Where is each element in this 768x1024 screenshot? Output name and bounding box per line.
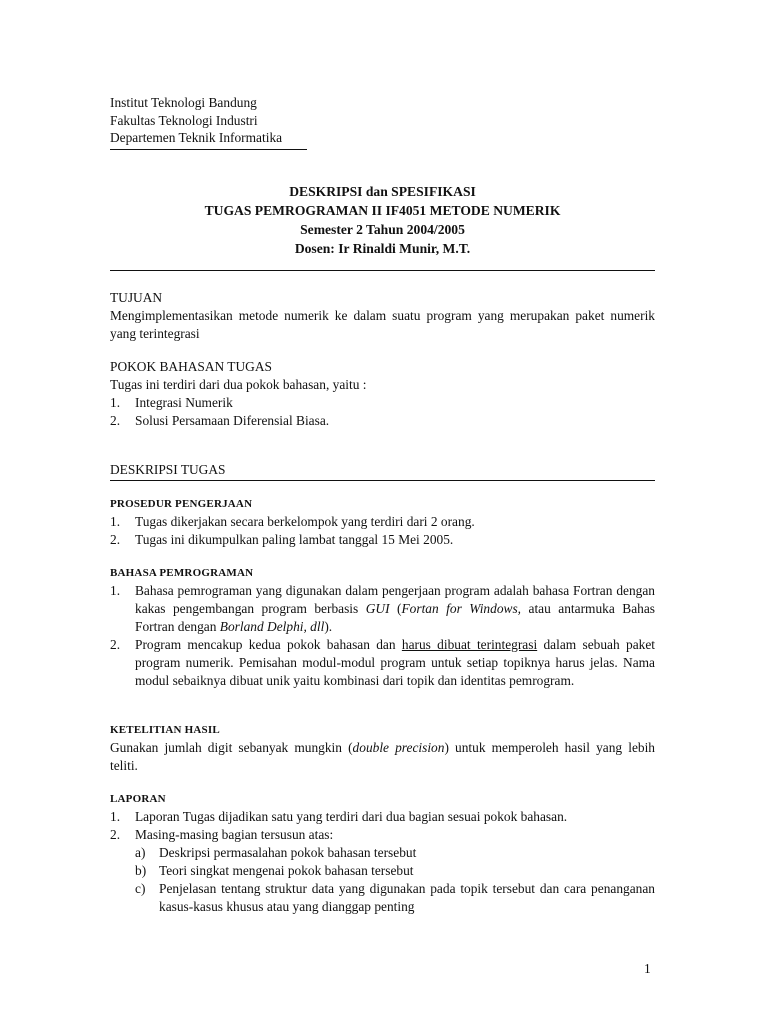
- pokok-intro: Tugas ini terdiri dari dua pokok bahasan, yaitu :: [110, 377, 367, 392]
- section-bahasa: [110, 564, 655, 690]
- tujuan-heading: TUJUAN: [110, 290, 163, 305]
- bahasa-heading: BAHASA PEMROGRAMAN: [110, 567, 254, 579]
- section-prosedur: [110, 495, 655, 549]
- title-divider: [110, 270, 655, 271]
- institution-underline: [110, 149, 307, 150]
- title-line-3: Semester 2 Tahun 2004/2005: [300, 222, 465, 237]
- ketelitian-text: Gunakan jumlah digit sebanyak mungkin (double precision) untuk memperoleh hasil yang lebih teliti.: [110, 740, 655, 773]
- list-item: 1. Bahasa pemrograman yang digunakan dalam pengerjaan program adalah bahasa Fortran dengan kakas pengembangan program berbasis GUI (Fortan for Windows, atau antarmuka Bahas Fortran dengan Borland Delphi, dll).: [110, 583, 656, 634]
- section-tujuan: [110, 289, 655, 343]
- list-item: 1. Tugas dikerjakan secara berkelompok yang terdiri dari 2 orang.: [110, 514, 475, 529]
- sub-list-item: a) Deskripsi permasalahan pokok bahasan tersebut: [135, 845, 417, 860]
- prosedur-heading: PROSEDUR PENGERJAAN: [110, 498, 253, 510]
- institution-header: [110, 94, 282, 147]
- section-laporan: [110, 790, 655, 916]
- deskripsi-heading: DESKRIPSI TUGAS: [110, 462, 226, 477]
- list-item: 2. Program mencakup kedua pokok bahasan dan harus dibuat terintegrasi dalam sebuah paket program numerik. Pemisahan modul-modul program untuk setiap topiknya harus jelas. Nama modul sebaiknya dibuat unik yaitu kombinasi dari topik dan identitas pemrogram.: [110, 637, 655, 688]
- list-item: 2. Solusi Persamaan Diferensial Biasa.: [110, 413, 330, 428]
- list-item: 1. Laporan Tugas dijadikan satu yang terdiri dari dua bagian sesuai pokok bahasan.: [110, 809, 568, 824]
- list-item: 1. Integrasi Numerik: [110, 395, 233, 410]
- tujuan-text: Mengimplementasikan metode numerik ke dalam suatu program yang merupakan paket numerik yang terintegrasi: [110, 308, 655, 341]
- list-item: 2. Masing-masing bagian tersusun atas:: [110, 827, 334, 842]
- laporan-heading: LAPORAN: [110, 793, 166, 805]
- sub-list-item: b) Teori singkat mengenai pokok bahasan tersebut: [135, 863, 414, 878]
- list-item: 2. Tugas ini dikumpulkan paling lambat tanggal 15 Mei 2005.: [110, 532, 454, 547]
- title-line-4: Dosen: Ir Rinaldi Munir, M.T.: [294, 241, 471, 256]
- ketelitian-heading: KETELITIAN HASIL: [110, 724, 220, 736]
- title-line-2: TUGAS PEMROGRAMAN II IF4051 METODE NUMERIK: [204, 203, 561, 218]
- section-deskripsi: [110, 461, 655, 479]
- section-pokok-bahasan: [110, 358, 655, 430]
- department-name: Departemen Teknik Informatika: [110, 130, 283, 145]
- title-line-1: DESKRIPSI dan SPESIFIKASI: [289, 184, 476, 199]
- deskripsi-divider: [110, 480, 655, 481]
- faculty-name: Fakultas Teknologi Industri: [110, 112, 258, 128]
- sub-list-item: c) Penjelasan tentang struktur data yang digunakan pada topik tersebut dan cara penanganan kasus-kasus khusus atau yang dianggap penting: [135, 881, 655, 914]
- section-ketelitian: [110, 721, 655, 775]
- institution-name: Institut Teknologi Bandung: [110, 95, 257, 110]
- pokok-heading: POKOK BAHASAN TUGAS: [110, 359, 272, 374]
- document-title: [110, 182, 655, 258]
- page-number: 1: [644, 961, 651, 976]
